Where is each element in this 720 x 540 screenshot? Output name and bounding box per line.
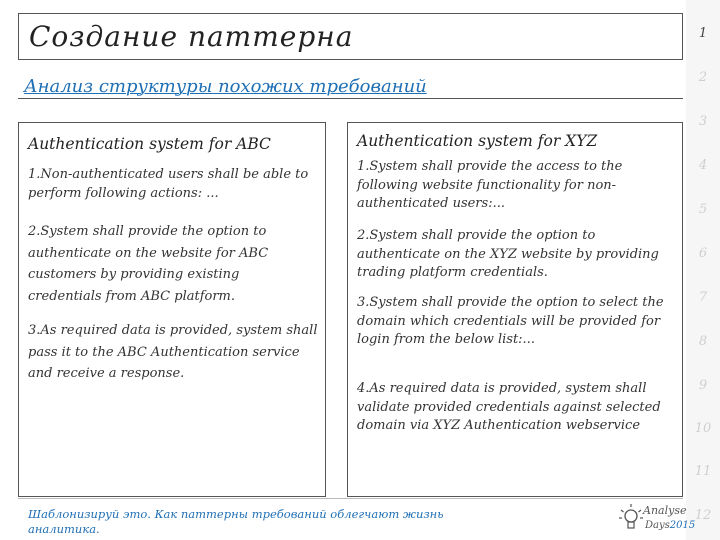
xyz-requirement-1: 1.System shall provide the access to the following website functionality for non-authenticated users:... [357,159,623,211]
xyz-requirement-2: 2.System shall provide the option to authenticate on the XYZ website by providing trading platform credentials. [357,228,659,280]
logo-analyse-text: Analyse [643,504,687,517]
xyz-heading: Authentication system for XYZ [357,132,598,150]
line-number: 11 [694,464,712,479]
line-number: 1 [698,26,708,41]
abc-requirement-1: 1.Non-authenticated users shall be able to perform following actions: ... [28,167,309,201]
footer-divider [18,498,683,499]
title-box [18,13,683,60]
slide-subtitle: Анализ структуры похожих требований [24,76,427,97]
subtitle-box [18,72,683,99]
abc-requirement-2: 2.System shall provide the option to authenticate on the website for ABC customers by providing existing credentials from ABC platform. [28,224,269,304]
xyz-requirement-3: 3.System shall provide the option to select the domain which credentials will be provided for login from the below list:... [357,295,664,347]
line-number: 5 [698,202,708,217]
line-number: 3 [698,114,708,129]
line-number: 6 [698,246,708,261]
logo-year: 2015 [669,520,696,531]
xyz-requirement-4: 4.As required data is provided, system shall validate provided credentials against selected domain via XYZ Authentication webservice [357,381,661,433]
line-number: 7 [698,290,708,305]
logo-days-word: Days [645,520,670,531]
line-number: 9 [698,378,708,393]
line-number: 2 [698,70,708,85]
lightbulb-icon [617,502,645,538]
abc-requirement-3: 3.As required data is provided, system shall pass it to the ABC Authentication service and receive a response. [28,323,318,381]
abc-heading: Authentication system for ABC [28,135,271,153]
line-number: 10 [694,421,712,436]
line-number: 12 [694,508,712,523]
abc-requirements-column [18,122,326,497]
line-number: 4 [698,158,708,173]
logo-days-text [645,520,695,531]
analyse-days-logo [615,500,696,540]
xyz-requirements-column [347,122,683,497]
footer-text: Шаблонизируй это. Как паттерны требований облегчают жизнь аналитика. [28,507,444,536]
slide-title: Создание паттерна [29,20,354,53]
line-number: 8 [698,334,708,349]
